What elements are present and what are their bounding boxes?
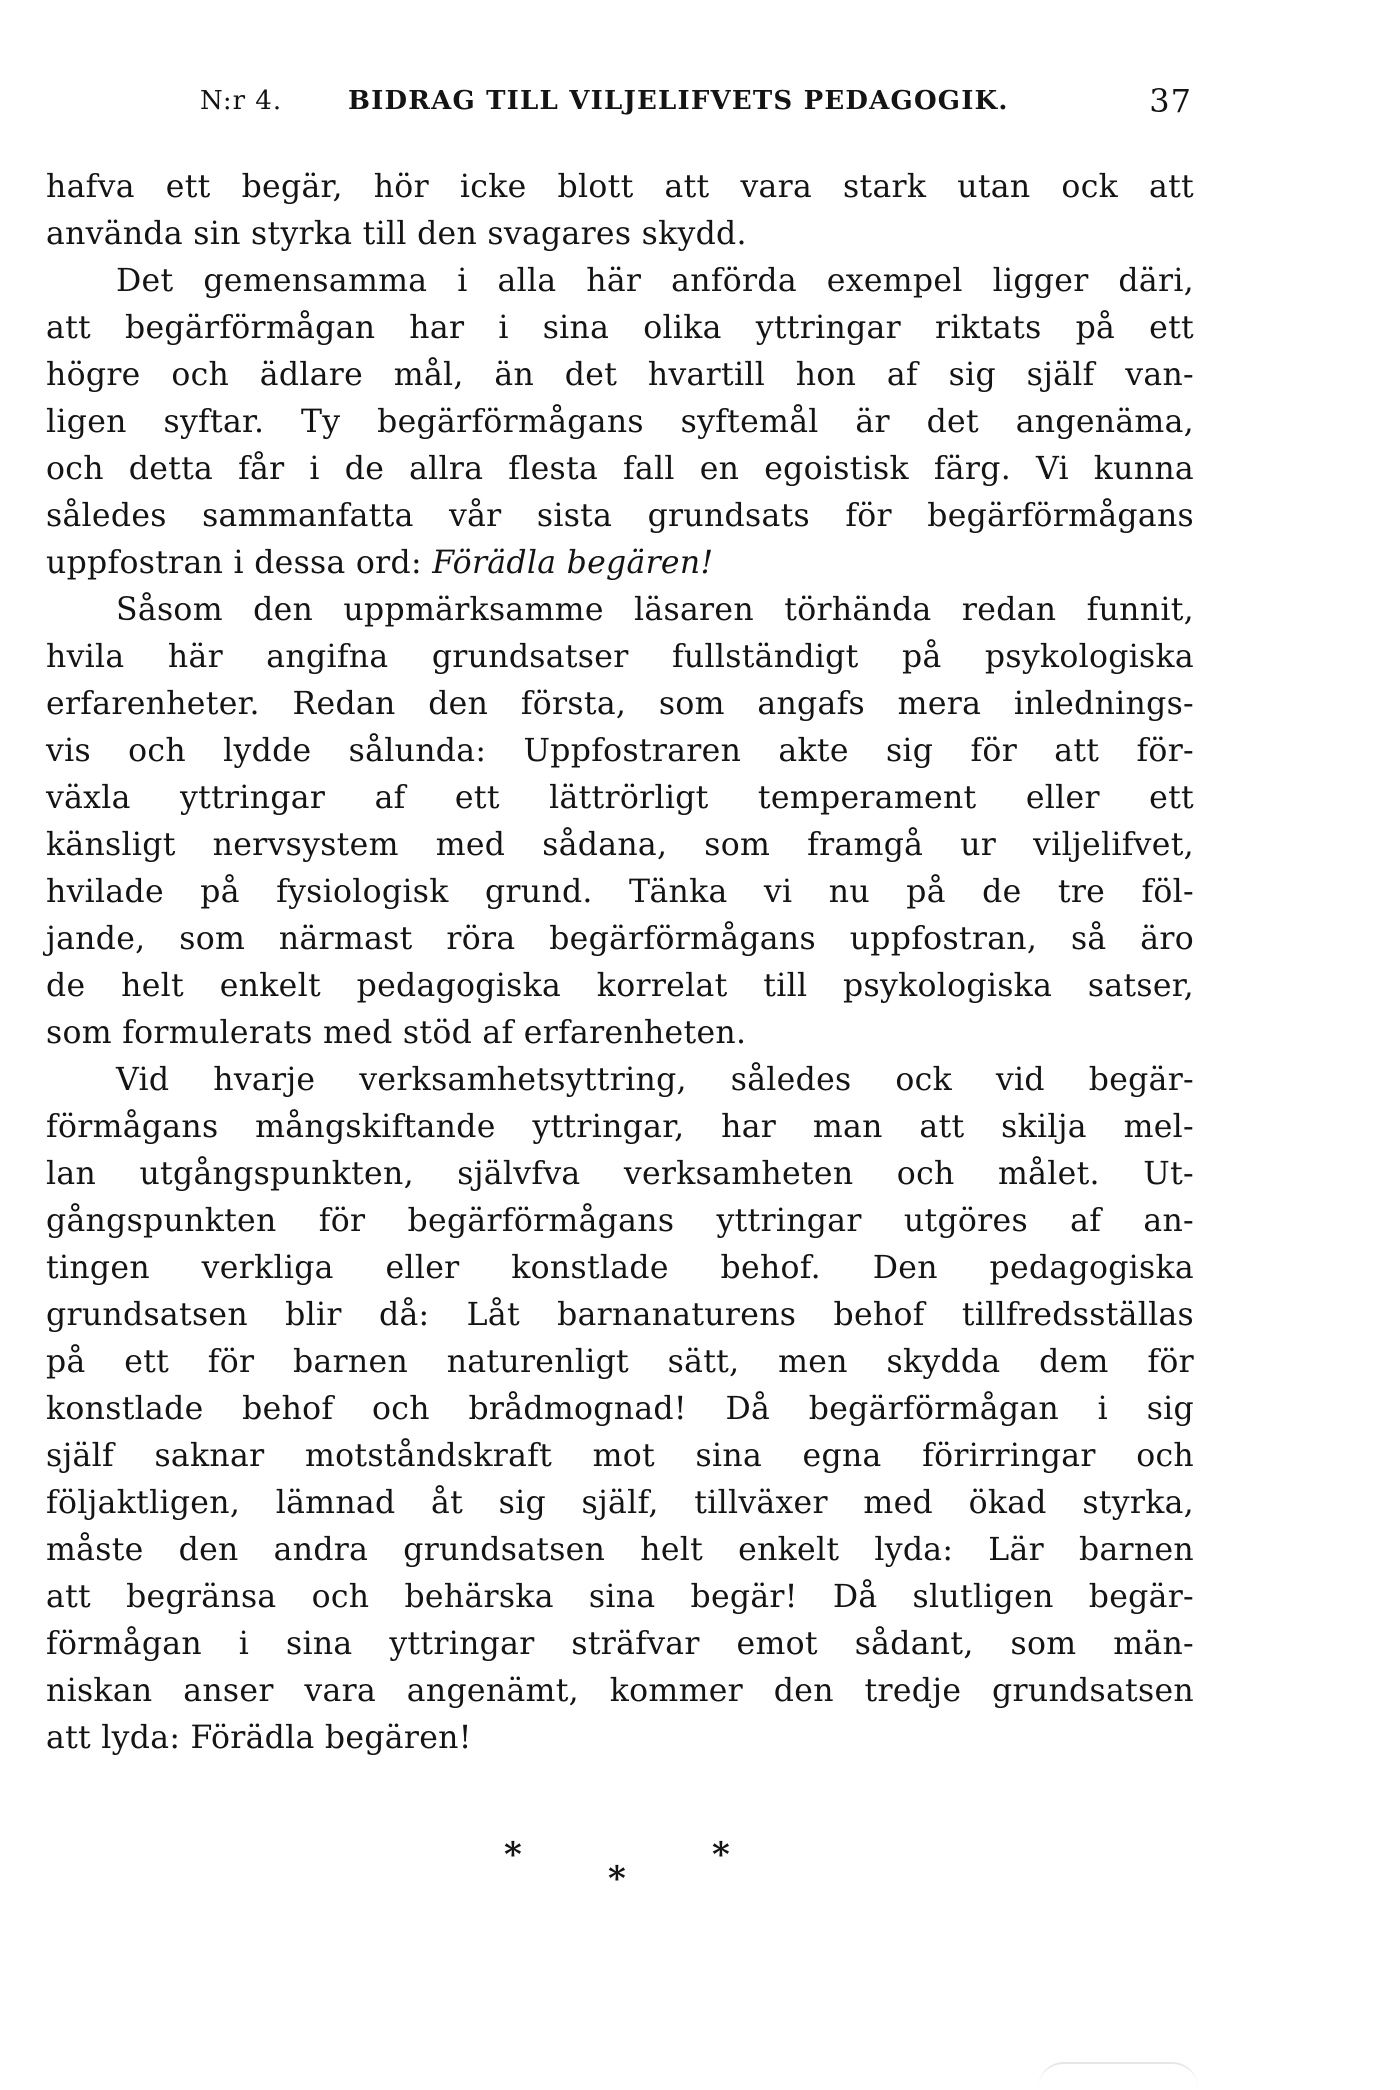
- running-title: BIDRAG TILL VILJELIFVETS PEDAGOGIK.: [348, 86, 1009, 116]
- text-fragment: uppfostran i dessa ord:: [46, 545, 422, 581]
- asterisk: *: [608, 1859, 626, 1899]
- text-line: gångspunkten för begärförmågans yttringar utgöres af an-: [46, 1203, 1194, 1239]
- text-line: grundsatsen blir då: Låt barnanaturens behof tillfredsställas: [46, 1297, 1194, 1333]
- text-line: de helt enkelt pedagogiska korrelat till psykologiska satser,: [46, 968, 1194, 1004]
- text-line: att lyda: Förädla begären!: [46, 1720, 472, 1756]
- text-line: hafva ett begär, hör icke blott att vara stark utan ock att: [46, 169, 1194, 205]
- text-line: känsligt nervsystem med sådana, som framgå ur viljelifvet,: [46, 827, 1194, 863]
- text-line: Vid hvarje verksamhetsyttring, således ock vid begär-: [116, 1062, 1194, 1098]
- text-line: växla yttringar af ett lättrörligt temperament eller ett: [46, 780, 1194, 816]
- text-line: använda sin styrka till den svagares skydd.: [46, 216, 747, 252]
- text-line: på ett för barnen naturenligt sätt, men skydda dem för: [46, 1344, 1194, 1380]
- text-line: Såsom den uppmärksamme läsaren törhända redan funnit,: [116, 592, 1194, 628]
- italic-maxim: Förädla begären!: [432, 545, 714, 581]
- text-line-with-italic: [46, 540, 1194, 587]
- page-number: 37: [1149, 82, 1192, 120]
- asterisk: *: [504, 1835, 522, 1875]
- text-line: förmågan i sina yttringar sträfvar emot sådant, som män-: [46, 1626, 1194, 1662]
- text-line: vis och lydde sålunda: Uppfostraren akte sig för att för-: [46, 733, 1194, 769]
- asterisk: *: [712, 1835, 730, 1875]
- body-text: [46, 164, 1194, 1762]
- issue-number: N:r 4.: [200, 86, 283, 116]
- text-line: tingen verkliga eller konstlade behof. Den pedagogiska: [46, 1250, 1194, 1286]
- text-line: således sammanfatta vår sista grundsats för begärförmågans: [46, 498, 1194, 534]
- text-line: förmågans mångskiftande yttringar, har man att skilja mel-: [46, 1109, 1194, 1145]
- text-line: Det gemensamma i alla här anförda exempel ligger däri,: [116, 263, 1194, 299]
- text-line: högre och ädlare mål, än det hvartill hon af sig själf van-: [46, 357, 1194, 393]
- running-header: [200, 82, 1192, 134]
- text-line: erfarenheter. Redan den första, som angafs mera inlednings-: [46, 686, 1194, 722]
- text-line: som formulerats med stöd af erfarenheten.: [46, 1015, 747, 1051]
- text-line: hvilade på fysiologisk grund. Tänka vi nu på de tre föl-: [46, 874, 1194, 910]
- text-line: niskan anser vara angenämt, kommer den tredje grundsatsen: [46, 1673, 1194, 1709]
- bleed-through-mark: [1038, 2062, 1198, 2088]
- text-line: och detta får i de allra flesta fall en egoistisk färg. Vi kunna: [46, 451, 1194, 487]
- text-line: ligen syftar. Ty begärförmågans syftemål är det angenäma,: [46, 404, 1194, 440]
- section-break-asterisks: [490, 1835, 750, 1918]
- text-line: måste den andra grundsatsen helt enkelt lyda: Lär barnen: [46, 1532, 1194, 1568]
- text-line: konstlade behof och brådmognad! Då begärförmågan i sig: [46, 1391, 1194, 1427]
- text-line: följaktligen, lämnad åt sig själf, tillväxer med ökad styrka,: [46, 1485, 1194, 1521]
- text-line: hvila här angifna grundsatser fullständigt på psykologiska: [46, 639, 1194, 675]
- text-line: att begärförmågan har i sina olika yttringar riktats på ett: [46, 310, 1194, 346]
- text-line: att begränsa och behärska sina begär! Då slutligen begär-: [46, 1579, 1194, 1615]
- text-line: jande, som närmast röra begärförmågans uppfostran, så äro: [46, 921, 1194, 957]
- text-line: själf saknar motståndskraft mot sina egna förirringar och: [46, 1438, 1194, 1474]
- text-line: lan utgångspunkten, självfva verksamheten och målet. Ut-: [46, 1156, 1194, 1192]
